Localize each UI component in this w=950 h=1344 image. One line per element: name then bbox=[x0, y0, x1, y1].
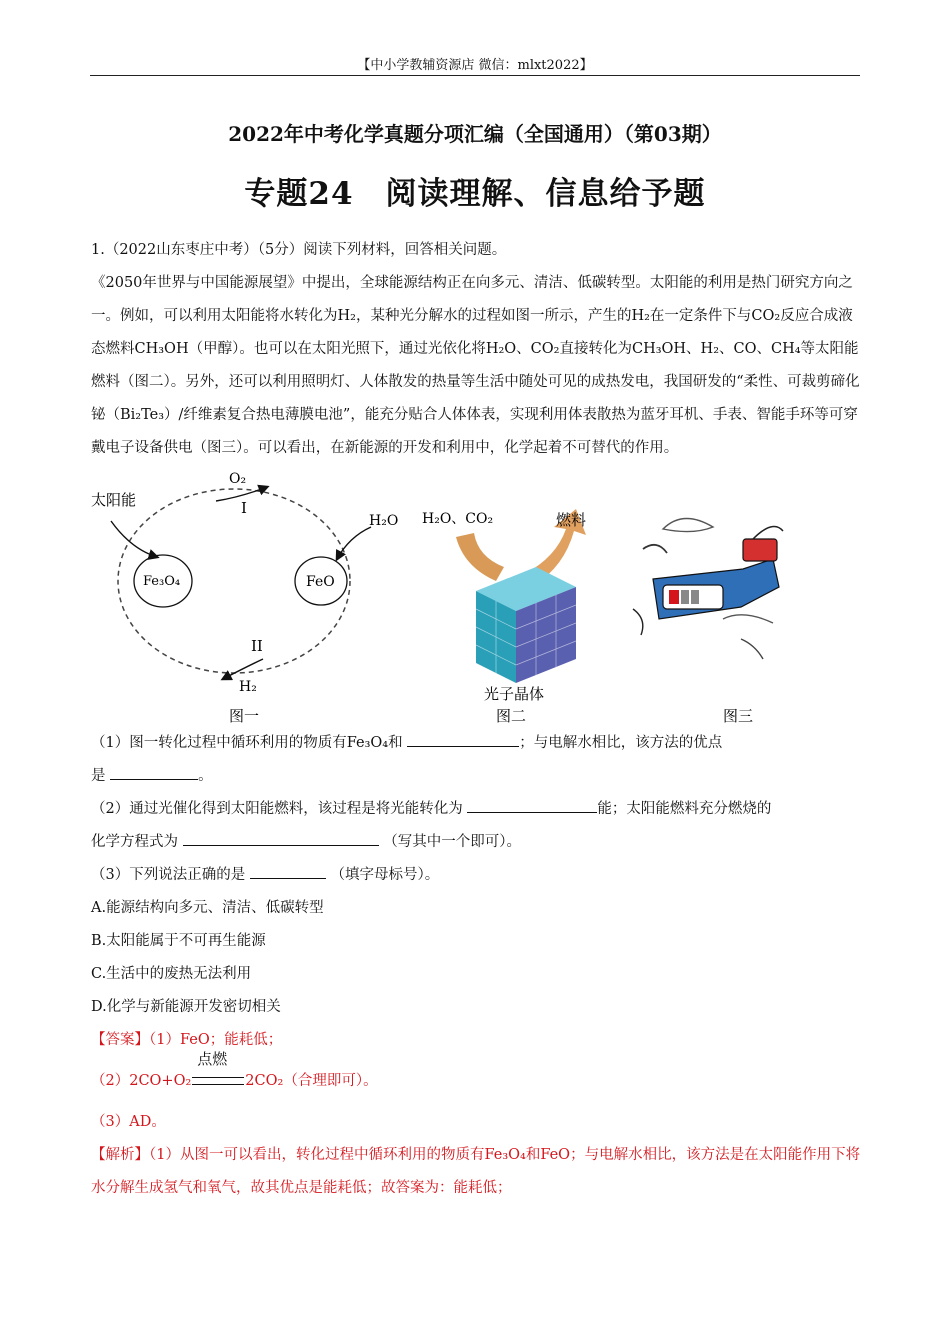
fig1-h2o-label: H₂O bbox=[369, 513, 399, 529]
q1-text-part1: （1）图一转化过程中循环利用的物质有Fe₃O₄和 bbox=[91, 735, 403, 751]
fig1-h2-label: H₂ bbox=[239, 679, 257, 695]
fig1-o2-label: O₂ bbox=[229, 471, 247, 487]
answer-line-2 bbox=[91, 1050, 861, 1098]
q2-text-part3: 化学方程式为 bbox=[91, 834, 178, 850]
q3-blank-choice[interactable] bbox=[250, 860, 326, 879]
q2-blank-equation[interactable] bbox=[183, 827, 379, 846]
figure-row bbox=[91, 469, 861, 727]
analysis-tag: 【解析】 bbox=[91, 1147, 149, 1163]
q2-text-part1: （2）通过光催化得到太阳能燃料，该过程是将光能转化为 bbox=[91, 801, 463, 817]
topic-title: 专题24 阅读理解、信息给予题 bbox=[244, 176, 706, 212]
question-intro: 1.（2022山东枣庄中考）（5分）阅读下列材料，回答相关问题。 bbox=[91, 242, 507, 258]
sub-question-3 bbox=[91, 859, 861, 892]
option-a: A.能源结构向多元、清洁、低碳转型 bbox=[91, 900, 324, 916]
fig2-caption: 图二 bbox=[496, 707, 527, 725]
document-title: 2022年中考化学真题分项汇编（全国通用）（第03期） bbox=[228, 122, 722, 146]
page-header: 【中小学教辅资源店 微信：mlxt2022】 bbox=[357, 58, 593, 73]
fig1-caption: 图一 bbox=[229, 707, 260, 725]
q2-blank-energy[interactable] bbox=[467, 794, 597, 813]
q1-blank-substance[interactable] bbox=[407, 728, 519, 747]
option-c: C.生活中的废热无法利用 bbox=[91, 966, 252, 982]
fig2-output-label: 燃料 bbox=[556, 511, 587, 529]
q1-text-part2: ；与电解水相比，该方法的优点 bbox=[519, 735, 723, 751]
figure-three-wearable-device bbox=[623, 469, 791, 727]
fig2-input-label: H₂O、CO₂ bbox=[422, 511, 494, 527]
sub-question-2-cont bbox=[91, 826, 861, 859]
option-d: D.化学与新能源开发密切相关 bbox=[91, 999, 281, 1015]
reaction-arrow bbox=[191, 1050, 245, 1098]
q2-text-part2: 能；太阳能燃料充分燃烧的 bbox=[597, 801, 772, 817]
answer-tag: 【答案】 bbox=[91, 1032, 149, 1048]
q1-blank-advantage[interactable] bbox=[110, 761, 198, 780]
sub-question-1-cont bbox=[91, 760, 861, 793]
document-body bbox=[91, 234, 861, 1205]
fig1-stage2-label: II bbox=[251, 637, 263, 655]
answer-1: （1）FeO；能耗低； bbox=[149, 1032, 283, 1048]
header-divider bbox=[90, 75, 860, 76]
fig3-caption: 图三 bbox=[723, 707, 754, 725]
fig1-feo-label: FeO bbox=[306, 574, 335, 590]
answer-2-left: （2）2CO+O₂ bbox=[91, 1073, 192, 1089]
answer-line-3: （3）AD。 bbox=[91, 1114, 166, 1130]
fig2-crystal-label: 光子晶体 bbox=[484, 685, 545, 703]
figure-two-photonic-crystal bbox=[416, 469, 616, 727]
fig1-fe3o4-label: Fe₃O₄ bbox=[143, 574, 181, 589]
figure-one-cycle-diagram bbox=[91, 469, 421, 727]
equals-sign bbox=[192, 1077, 244, 1085]
analysis-text: （1）从图一可以看出，转化过程中循环利用的物质有Fe₃O₄和FeO；与电解水相比，该方法是在太阳能作用下将水分解生成氢气和氧气，故其优点是能耗低；故答案为：能耗低； bbox=[91, 1147, 861, 1196]
fig1-sun-label: 太阳能 bbox=[91, 491, 137, 509]
q3-text-part2: （填字母标号）。 bbox=[330, 867, 440, 883]
analysis-block bbox=[91, 1139, 861, 1205]
q1-text-end: 。 bbox=[198, 768, 213, 784]
sub-question-2 bbox=[91, 793, 861, 826]
q1-text-part3: 是 bbox=[91, 768, 106, 784]
q3-text-part1: （3）下列说法正确的是 bbox=[91, 867, 246, 883]
fig1-stage1-label: I bbox=[241, 499, 247, 517]
option-b: B.太阳能属于不可再生能源 bbox=[91, 933, 266, 949]
q2-text-part4: （写其中一个即可）。 bbox=[383, 834, 521, 850]
reaction-condition: 点燃 bbox=[197, 1050, 228, 1068]
sub-question-1 bbox=[91, 727, 861, 760]
reading-passage: 《2050年世界与中国能源展望》中提出，全球能源结构正在向多元、清洁、低碳转型。太阳能的利用是热门研究方向之一。例如，可以利用太阳能将水转化为H₂，某种光分解水的过程如图一所示，产生的H₂在一定条件下与CO₂反应合成液态燃料CH₃OH（甲醇）。也可以在太阳光照下，通过光依化将H₂O、CO₂直接转化为CH₃OH、H₂、CO、CH₄等太阳能燃料（图二）。另外，还可以利用照明灯、人体散发的热量等生活中随处可见的成热发电，我国研发的“柔性、可裁剪碲化铋（Bi₂Te₃）/纤维素复合热电薄膜电池”，能充分贴合人体体表，实现利用体表散热为蓝牙耳机、手表、智能手环等可穿戴电子设备供电（图三）。可以看出，在新能源的开发和利用中，化学起着不可替代的作用。 bbox=[91, 275, 860, 456]
answer-2-right: 2CO₂（合理即可）。 bbox=[245, 1073, 378, 1089]
